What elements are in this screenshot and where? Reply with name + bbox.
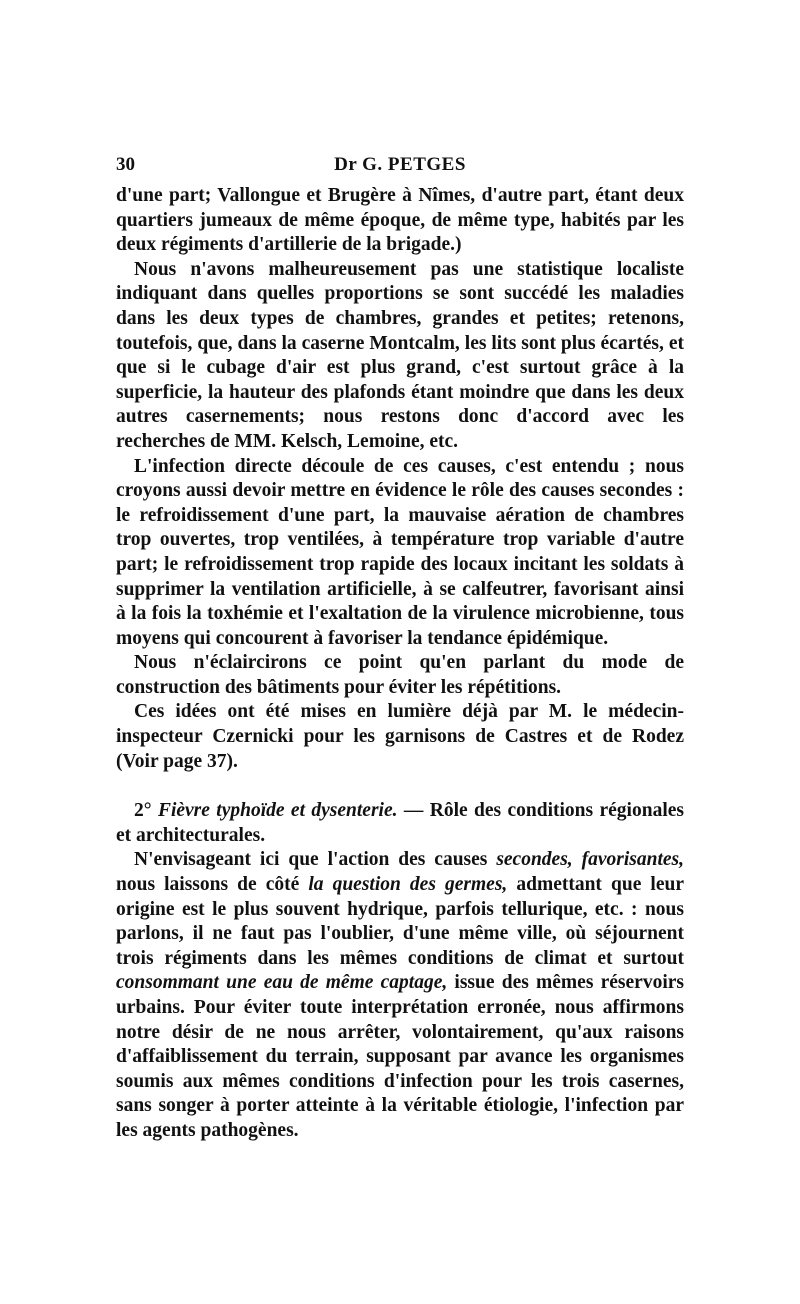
para-2 — [116, 258, 684, 455]
para-6 — [116, 848, 684, 1143]
italic-text: Fièvre typhoïde et dysenterie. — [157, 800, 398, 822]
text-run: nous laissons de côté — [116, 874, 309, 896]
section-heading — [116, 799, 684, 848]
para-5 — [116, 700, 684, 774]
italic-text: consommant une eau de même captage, — [116, 972, 448, 994]
running-title: Dr G. PETGES — [334, 154, 466, 175]
text-run: d'une part; Vallongue et Brugère à Nîmes, d'autre part, étant deux quartiers jumeaux de même époque, de même type, habités par les deux régiments d'artillerie de la brigade.) — [116, 185, 684, 256]
page-header — [116, 150, 684, 180]
italic-text: la question des germes, — [308, 874, 508, 896]
para-1 — [116, 184, 684, 258]
text-run: issue des mêmes réservoirs urbains. Pour éviter toute interprétation erronée, nous affirmons notre désir de ne nous arrêter, volontairement, qu'aux raisons d'affaiblissement du terrain, supposant par avance les organismes soumis aux mêmes conditions d'infection pour les trois casernes, sans songer à porter atteinte à la véritable étiologie, l'infection par les agents pathogènes. — [116, 972, 684, 1141]
para-4 — [116, 651, 684, 700]
text-run: Nous n'éclaircirons ce point qu'en parlant du mode de construction des bâtiments pour éviter les répétitions. — [116, 652, 684, 698]
text-run: N'envisageant ici que l'action des causes — [134, 849, 497, 871]
text-run: 2° — [134, 800, 158, 822]
text-run: — Rôle des conditions régionales et architecturales. — [116, 800, 684, 846]
text-run: Ces idées ont été mises en lumière déjà par M. le médecin-inspecteur Czernicki pour les garnisons de Castres et de Rodez (Voir page 37). — [116, 701, 684, 772]
text-run: admettant que leur origine est le plus souvent hydrique, parfois tellurique, etc. : nous parlons, il ne faut pas l'oublier, d'une même ville, où séjournent trois régiments dans les mêmes conditions de climat et surtout — [116, 874, 684, 969]
para-3 — [116, 455, 684, 652]
text-run: L'infection directe découle de ces causes, c'est entendu ; nous croyons aussi devoir mettre en évidence le rôle des causes secondes : le refroidissement d'une part, la mauvaise aération de chambres trop ouvertes, trop ventilées, à température trop variable d'autre part; le refroidissement trop rapide des locaux incitant les soldats à supprimer la ventilation artificielle, à se calfeutrer, favorisant ainsi à la fois la toxhémie et l'exaltation de la virulence microbienne, tous moyens qui concourent à favoriser la tendance épidémique. — [116, 455, 684, 649]
italic-text: secondes, favorisantes, — [496, 849, 684, 871]
text-run: Nous n'avons malheureusement pas une statistique localiste indiquant dans quelles proportions se sont succédé les maladies dans les deux types de chambres, grandes et petites; retenons, toutefois, que, dans la caserne Montcalm, les lits sont plus écartés, et que si le cubage d'air est plus grand, c'est surtout grâce à la superficie, la hauteur des plafonds étant moindre que dans les deux autres casernements; nous restons donc d'accord avec les recherches de MM. Kelsch, Lemoine, etc. — [116, 258, 684, 452]
body-text — [116, 184, 684, 1144]
page-number: 30 — [116, 154, 135, 175]
section-gap — [116, 774, 684, 799]
